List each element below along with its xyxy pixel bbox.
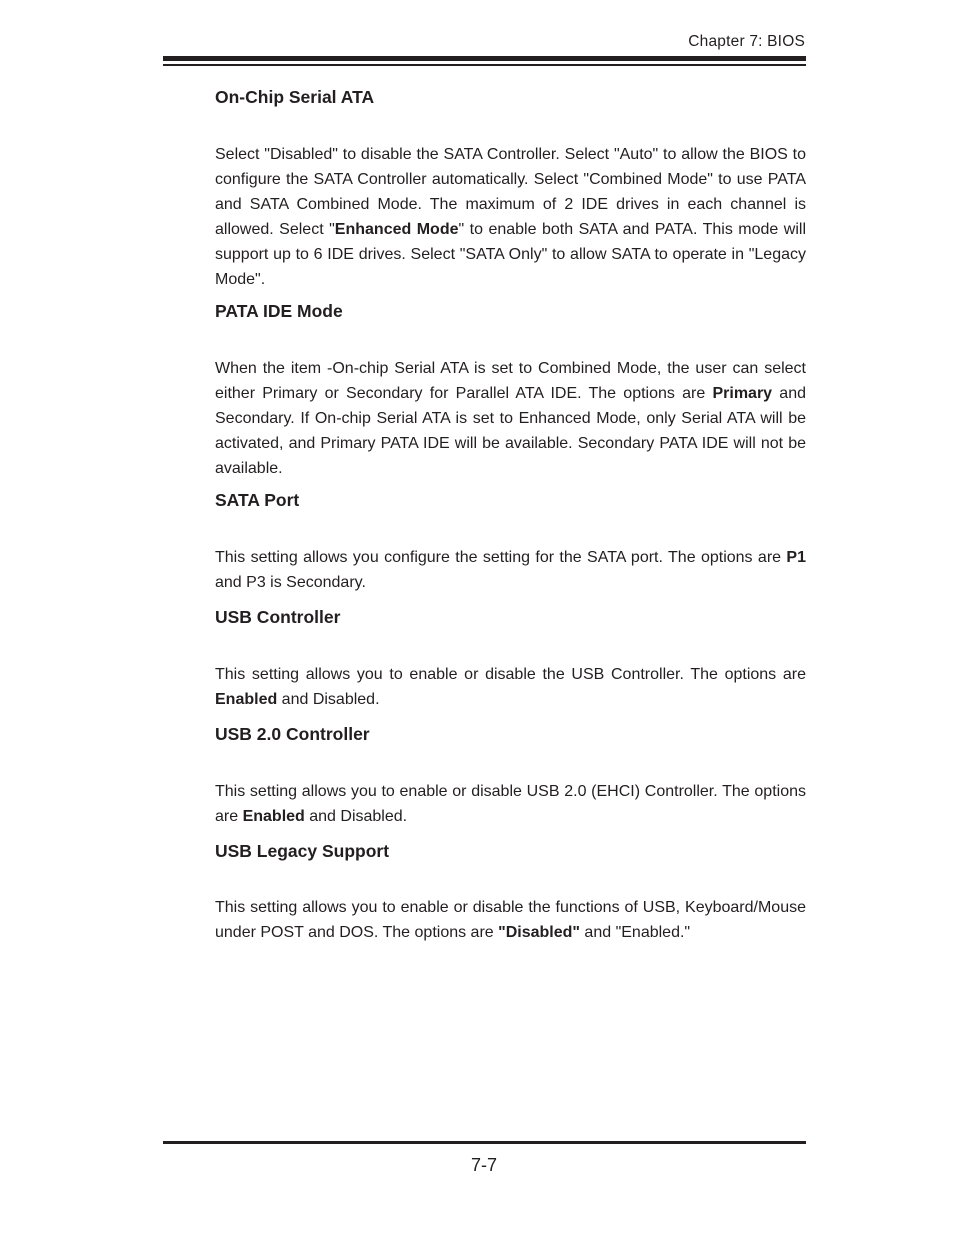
section-title: SATA Port: [215, 490, 300, 510]
section-sata-port: [215, 489, 806, 595]
body-text: " to enable both SATA and PATA. This mode will support up to 6 IDE drives. Select "SATA Only" to allow SATA to operate in "Legacy Mode".: [215, 221, 806, 288]
body-emphasis: Enabled: [215, 691, 278, 708]
section-body: [215, 662, 806, 712]
body-text: This setting allows you configure the setting for the SATA port. The options are: [215, 549, 787, 566]
body-text: Select "Disabled" to disable the SATA Controller. Select "Auto" to allow the BIOS to configure the SATA Controller automatically. Select "Combined Mode" to use PATA and SATA Combined Mode. The maximum of 2 IDE drives in each channel is allowed. Select ": [215, 146, 806, 238]
body-emphasis: Enabled: [242, 808, 305, 825]
section-title: On-Chip Serial ATA: [215, 87, 375, 107]
body-text: This setting allows you to enable or disable the functions of USB, Keyboard/Mouse under POST and DOS. The options are: [215, 899, 806, 941]
section-usb-2-controller: [215, 723, 806, 829]
body-text: This setting allows you to enable or disable USB 2.0 (EHCI) Controller. The options are: [215, 783, 806, 825]
page-number: 7-7: [470, 1155, 497, 1175]
body-emphasis: Enhanced Mode: [334, 221, 459, 238]
body-text: and P3 is Secondary.: [215, 574, 366, 591]
section-title: USB 2.0 Controller: [215, 724, 370, 744]
body-text: This setting allows you to enable or disable the USB Controller. The options are: [215, 666, 806, 683]
section-body: [215, 142, 806, 292]
chapter-header: Chapter 7: BIOS: [688, 33, 805, 50]
section-body: [215, 545, 806, 595]
section-usb-legacy-support: [215, 840, 806, 945]
section-on-chip-serial-ata: [215, 86, 806, 292]
body-text: and Secondary. If On-chip Serial ATA is set to Enhanced Mode, only Serial ATA will be activated, and Primary PATA IDE will be available. Secondary PATA IDE will not be available.: [215, 385, 807, 477]
body-emphasis: Primary: [712, 385, 773, 402]
body-text: and Disabled.: [277, 691, 380, 708]
section-pata-ide-mode: [215, 300, 806, 481]
section-usb-controller: [215, 606, 806, 712]
section-title: PATA IDE Mode: [215, 301, 343, 321]
footer-rule: [163, 1141, 806, 1144]
section-body: [215, 356, 806, 481]
header-rule-thin: [163, 64, 806, 66]
header-rule-thick: [163, 56, 806, 61]
body-text: and "Enabled.": [579, 924, 691, 941]
section-body: [215, 895, 806, 945]
section-body: [215, 779, 806, 829]
section-title: USB Legacy Support: [215, 841, 390, 861]
body-emphasis: "Disabled": [498, 924, 580, 941]
body-text: When the item -On-chip Serial ATA is set to Combined Mode, the user can select either Primary or Secondary for Parallel ATA IDE. The options are: [215, 360, 806, 402]
section-title: USB Controller: [215, 607, 341, 627]
body-emphasis: P1: [786, 549, 806, 566]
body-text: and Disabled.: [304, 808, 408, 825]
